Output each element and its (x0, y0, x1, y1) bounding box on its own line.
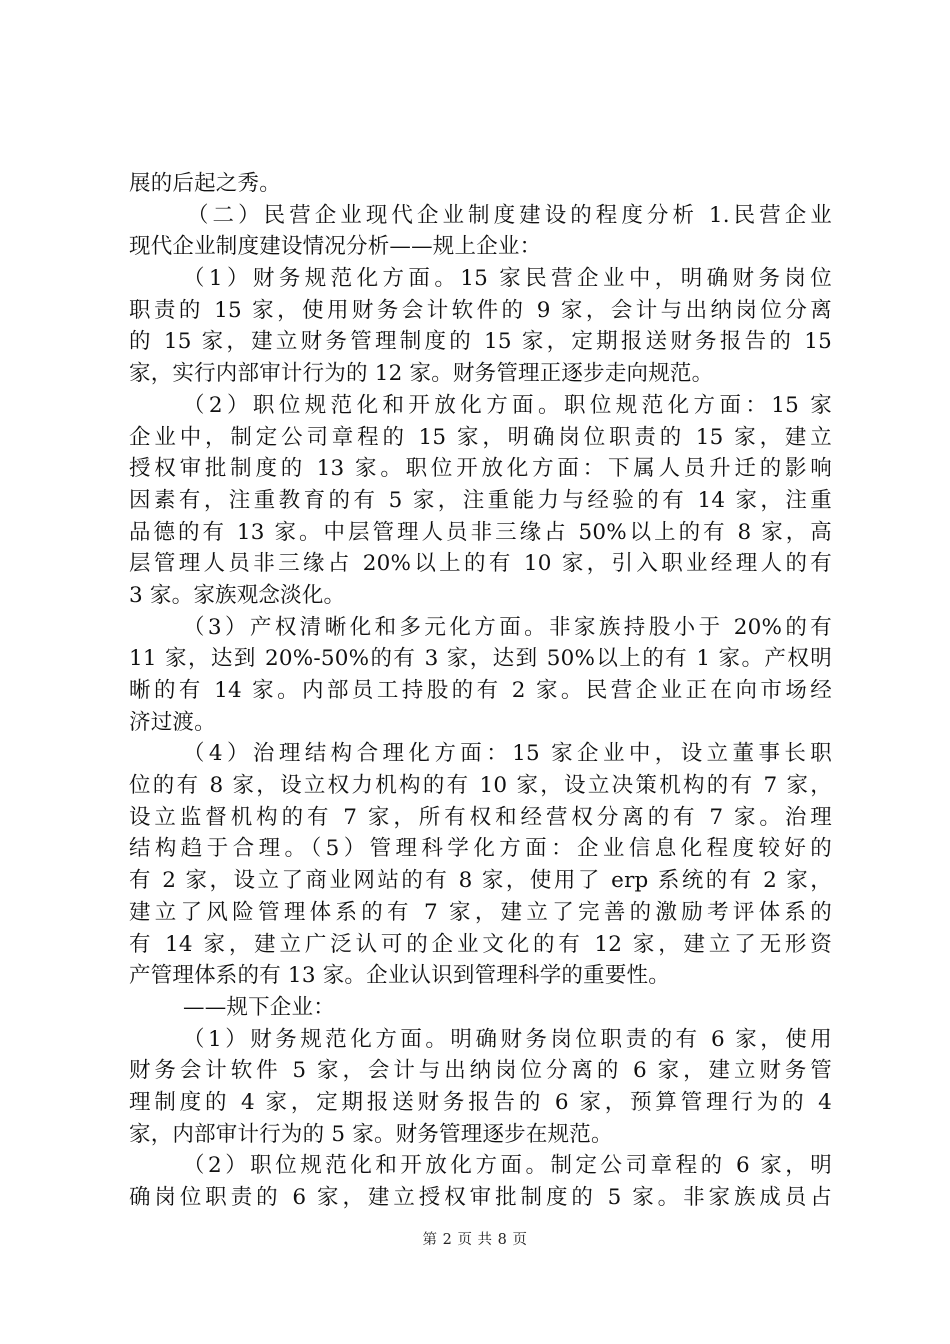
subsection-heading-line: ——规下企业： (183, 994, 335, 1020)
text-line: 设立监督机构的有 7 家，所有权和经营权分离的有 7 家。治理 (129, 804, 832, 830)
paragraph-start-line: （1）财务规范化方面。15 家民营企业中，明确财务岗位 (183, 266, 832, 292)
text-line: 结构趋于合理。（5）管理科学化方面：企业信息化程度较好的 (129, 836, 832, 862)
paragraph-start-line: （2）职位规范化和开放化方面。制定公司章程的 6 家，明 (183, 1153, 832, 1179)
text-line: 家，内部审计行为的 5 家。财务管理逐步在规范。 (129, 1121, 613, 1147)
text-line: 的 15 家，建立财务管理制度的 15 家，定期报送财务报告的 15 (129, 329, 832, 355)
text-line: 因素有，注重教育的有 5 家，注重能力与经验的有 14 家，注重 (129, 487, 832, 513)
text-line: 家，实行内部审计行为的 12 家。财务管理正逐步走向规范。 (129, 361, 714, 387)
text-line: 晰的有 14 家。内部员工持股的有 2 家。民营企业正在向市场经 (129, 678, 832, 703)
page-number-footer: 第 2 页 共 8 页 (422, 1232, 528, 1248)
section-heading-line: （二）民营企业现代企业制度建设的程度分析 1.民营企业 (187, 202, 832, 228)
text-line: 3 家。家族观念淡化。 (129, 582, 346, 608)
text-line: 品德的有 13 家。中层管理人员非三缘占 50%以上的有 8 家，高 (129, 519, 832, 545)
text-line: 授权审批制度的 13 家。职位开放化方面：下属人员升迁的影响 (129, 456, 832, 482)
text-line: 有 14 家，建立广泛认可的企业文化的有 12 家，建立了无形资 (129, 931, 832, 957)
paragraph-start-line: （4）治理结构合理化方面：15 家企业中，设立董事长职 (183, 741, 832, 767)
text-line: 建立了风险管理体系的有 7 家，建立了完善的激励考评体系的 (129, 899, 832, 925)
text-line: 展的后起之秀。 (129, 171, 281, 196)
text-line: 理制度的 4 家，定期报送财务报告的 6 家，预算管理行为的 4 (129, 1089, 832, 1115)
text-line: 层管理人员非三缘占 20%以上的有 10 家，引入职业经理人的有 (129, 551, 832, 577)
text-line: 职责的 15 家，使用财务会计软件的 9 家，会计与出纳岗位分离 (129, 297, 832, 323)
text-line: 11 家，达到 20%-50%的有 3 家，达到 50%以上的有 1 家。产权明 (129, 646, 832, 672)
text-line: 产管理体系的有 13 家。企业认识到管理科学的重要性。 (129, 963, 670, 989)
text-line: 位的有 8 家，设立权力机构的有 10 家，设立决策机构的有 7 家， (129, 773, 832, 799)
text-line: 有 2 家，设立了商业网站的有 8 家，使用了 erp 系统的有 2 家， (129, 868, 832, 894)
text-line: 现代企业制度建设情况分析——规上企业： (129, 234, 542, 260)
text-line: 确岗位职责的 6 家，建立授权审批制度的 5 家。非家族成员占 (129, 1185, 832, 1210)
text-line: 财务会计软件 5 家，会计与出纳岗位分离的 6 家，建立财务管 (129, 1058, 832, 1084)
text-line: 济过渡。 (129, 709, 216, 735)
text-line: 企业中，制定公司章程的 15 家，明确岗位职责的 15 家，建立 (129, 424, 832, 450)
paragraph-start-line: （2）职位规范化和开放化方面。职位规范化方面：15 家 (183, 392, 832, 418)
body-text (129, 168, 832, 1214)
paragraph-start-line: （1）财务规范化方面。明确财务岗位职责的有 6 家，使用 (183, 1026, 832, 1052)
paragraph-start-line: （3）产权清晰化和多元化方面。非家族持股小于 20%的有 (183, 614, 832, 640)
